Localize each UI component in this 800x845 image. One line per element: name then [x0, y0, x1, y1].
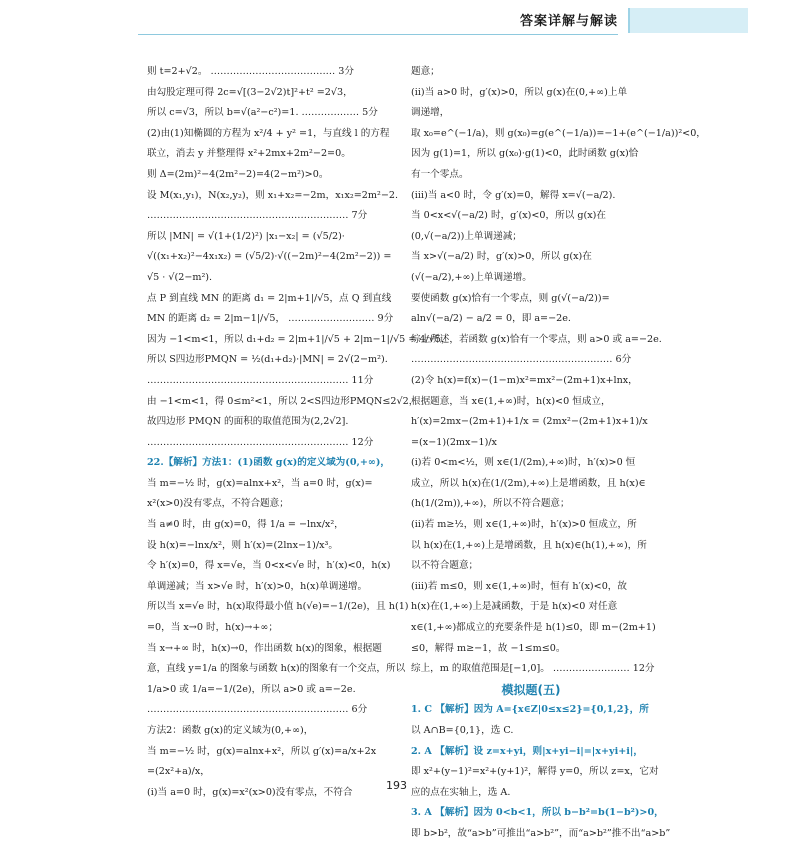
text-line: 方法2：函数 g(x)的定义域为(0,+∞)， — [147, 725, 314, 736]
text-line: (ⅱ)当 a>0 时，g′(x)>0，所以 g(x)在(0,+∞)上单 — [411, 86, 628, 98]
text-line: (ⅱ)若 m≥½，则 x∈(1,+∞)时，h′(x)>0 恒成立，所 — [411, 519, 637, 531]
text-line: 以 h(x)在(1,+∞)上是增函数，且 h(x)∈(h(1),+∞)，所 — [411, 539, 647, 551]
text-line: =0，当 x→0 时，h(x)→+∞； — [147, 622, 278, 634]
text-line: 由 −1<m<1，得 0≤m²<1，所以 2<S四边形PMQN≤2√2， — [147, 395, 419, 407]
text-line: 当 x→+∞ 时，h(x)→0，作出函数 h(x)的图象，根据题 — [147, 642, 382, 654]
text-line: √((x₁+x₂)²−4x₁x₂) = (√5/2)·√((−2m)²−4(2m²−2)) = — [147, 251, 392, 263]
text-line: =(x−1)(2mx−1)/x — [411, 436, 497, 448]
text-line: (2)令 h(x)=f(x)−(1−m)x²=mx²−(2m+1)x+lnx， — [411, 374, 638, 386]
text-line: (2)由(1)知椭圆的方程为 x²/4 + y² =1，与直线 l 的方程 — [147, 127, 390, 139]
text-line: 当 0<x<√(−a/2) 时，g′(x)<0，所以 g(x)在 — [411, 210, 606, 222]
text-line: h′(x)=2mx−(2m+1)+1/x = (2mx²−(2m+1)x+1)/x — [411, 416, 648, 428]
right-column — [411, 62, 706, 845]
text-line: 令 h′(x)=0，得 x=√e，当 0<x<√e 时，h′(x)<0，h(x) — [147, 560, 391, 572]
text-line: 因为 −1<m<1，所以 d₁+d₂ = 2|m+1|/√5 + 2|m−1|/√5 = 4/√5， — [147, 333, 451, 345]
text-line: 应的点在实轴上，选 A. — [411, 786, 511, 798]
text-line: 设 h(x)=−lnx/x²，则 h′(x)=(2lnx−1)/x³。 — [147, 539, 338, 551]
text-line: 以不符合题意； — [411, 560, 479, 572]
text-line: 单调递减；当 x>√e 时，h′(x)>0，h(x)单调递增。 — [147, 580, 368, 592]
text-line: 要使函数 g(x)恰有一个零点，则 g(√(−a/2))= — [411, 292, 610, 304]
text-line: 调递增， — [411, 107, 450, 119]
text-line: 所以 S四边形PMQN = ½(d₁+d₂)·|MN| = 2√(2−m²). — [147, 354, 388, 366]
text-line: 当 x>√(−a/2) 时，g′(x)>0，所以 g(x)在 — [411, 251, 592, 263]
text-line: ……………………………………………………… 6分 — [411, 354, 632, 366]
text-line: 则 Δ=(2m)²−4(2m²−2)=4(2−m²)>0。 — [147, 168, 329, 180]
text-line: 3. A 【解析】因为 0<b<1，所以 b−b²=b(1−b²)>0， — [411, 807, 664, 819]
text-line: (ⅰ)若 0<m<½，则 x∈(1/(2m),+∞)时，h′(x)>0 恒 — [411, 457, 636, 469]
text-line: 设 M(x₁,y₁)，N(x₂,y₂)，则 x₁+x₂=−2m，x₁x₂=2m²−2. — [147, 189, 399, 201]
text-line: 题意； — [411, 66, 440, 77]
text-line: 因为 g(1)=1，所以 g(x₀)·g(1)<0，此时函数 g(x)恰 — [411, 148, 639, 160]
text-line: √5 · √(2−m²). — [147, 271, 213, 283]
text-line: aln√(−a/2) − a/2 = 0，即 a=−2e. — [411, 313, 571, 325]
text-line: 有一个零点。 — [411, 168, 469, 180]
text-line: MN 的距离 d₂ = 2|m−1|/√5， ……………………… 9分 — [147, 313, 394, 325]
text-line: ≤0，解得 m≥−1，故 −1≤m≤0。 — [411, 642, 566, 654]
text-line: x²(x>0)没有零点，不符合题意； — [147, 498, 289, 510]
text-line: 故四边形 PMQN 的面积的取值范围为(2,2√2]. — [147, 416, 349, 428]
section-title: 模拟题(五) — [501, 682, 561, 697]
text-line: 22.【解析】方法1：(1)函数 g(x)的定义域为(0,+∞)， — [147, 457, 390, 469]
text-line: 1/a>0 或 1/a=−1/(2e)，所以 a>0 或 a=−2e. — [147, 683, 356, 695]
text-line: ……………………………………………………… 6分 — [147, 704, 368, 716]
header-rule — [138, 34, 618, 35]
text-line: 意，直线 y=1/a 的图象与函数 h(x)的图象有一个交点，所以 — [147, 663, 406, 675]
text-line: (√(−a/2),+∞)上单调递增。 — [411, 271, 532, 283]
text-line: 取 x₀=e^(−1/a)，则 g(x₀)=g(e^(−1/a))=−1+(e^(−1/a))²<0， — [411, 127, 706, 139]
text-line: ……………………………………………………… 11分 — [147, 374, 374, 386]
text-line: 则 t=2+√2。 ………………………………… 3分 — [147, 66, 355, 77]
text-line: x∈(1,+∞)都成立的充要条件是 h(1)≤0，即 m−(2m+1) — [411, 622, 656, 634]
text-line: 当 a≠0 时，由 g(x)=0，得 1/a = −lnx/x²， — [147, 519, 344, 531]
text-line: 根据题意，当 x∈(1,+∞)时，h(x)<0 恒成立， — [411, 395, 611, 407]
header-title: 答案详解与解读 — [520, 14, 619, 29]
text-line: 以 A∩B={0,1}，选 C. — [411, 725, 514, 736]
text-line: (ⅲ)当 a<0 时，令 g′(x)=0，解得 x=√(−a/2). — [411, 189, 616, 201]
text-line: (0,√(−a/2))上单调递减； — [411, 230, 522, 242]
text-line: =(2x²+a)/x， — [147, 766, 210, 778]
text-line: 综上所述，若函数 g(x)恰有一个零点，则 a>0 或 a=−2e. — [411, 333, 662, 345]
text-line: h(x)在(1,+∞)上是减函数，于是 h(x)<0 对任意 — [411, 601, 618, 613]
text-line: 点 P 到直线 MN 的距离 d₁ = 2|m+1|/√5，点 Q 到直线 — [147, 292, 392, 304]
page-number: 193 — [386, 779, 407, 792]
text-line: (ⅰ)当 a=0 时，g(x)=x²(x>0)没有零点，不符合 — [147, 786, 353, 798]
text-line: 即 b>b²，故“a>b”可推出“a>b²”，而“a>b²”推不出“a>b” — [411, 827, 671, 839]
text-line: ……………………………………………………… 12分 — [147, 436, 374, 448]
text-line: 所以当 x=√e 时，h(x)取得最小值 h(√e)=−1/(2e)，且 h(1) — [147, 601, 409, 613]
text-line: 当 m=−½ 时，g(x)=alnx+x²，所以 g′(x)=a/x+2x — [147, 745, 377, 757]
text-line: 所以 |MN| = √(1+(1/2)²) |x₁−x₂| = (√5/2)· — [147, 230, 345, 242]
header-decoration — [0, 0, 470, 36]
header-tab-decoration — [628, 8, 748, 33]
text-line: 所以 c=√3，所以 b=√(a²−c²)=1. ……………… 5分 — [147, 107, 378, 119]
text-line: (ⅲ)若 m≤0，则 x∈(1,+∞)时，恒有 h′(x)<0，故 — [411, 580, 627, 592]
text-line: 成立，所以 h(x)在(1/(2m),+∞)上是增函数，且 h(x)∈ — [411, 477, 646, 489]
text-line: 2. A 【解析】设 z=x+yi，则|x+yi−i|=|x+yi+i|， — [411, 745, 644, 757]
text-line: 综上，m 的取值范围是[−1,0]。 …………………… 12分 — [411, 663, 655, 675]
text-line: (h(1/(2m)),+∞)，所以不符合题意； — [411, 498, 570, 510]
text-line: 当 m=−½ 时，g(x)=alnx+x²，当 a=0 时，g(x)= — [147, 477, 373, 489]
text-line: 即 x²+(y−1)²=x²+(y+1)²，解得 y=0，所以 z=x，它对 — [411, 766, 659, 778]
text-line: 由勾股定理可得 2c=√[(3−2√2)t]²+t² =2√3， — [147, 86, 353, 98]
text-line: 1. C 【解析】因为 A={x∈Z|0≤x≤2}={0,1,2}，所 — [411, 704, 649, 716]
text-line: ……………………………………………………… 7分 — [147, 210, 368, 222]
text-line: 联立，消去 y 并整理得 x²+2mx+2m²−2=0。 — [147, 148, 351, 160]
